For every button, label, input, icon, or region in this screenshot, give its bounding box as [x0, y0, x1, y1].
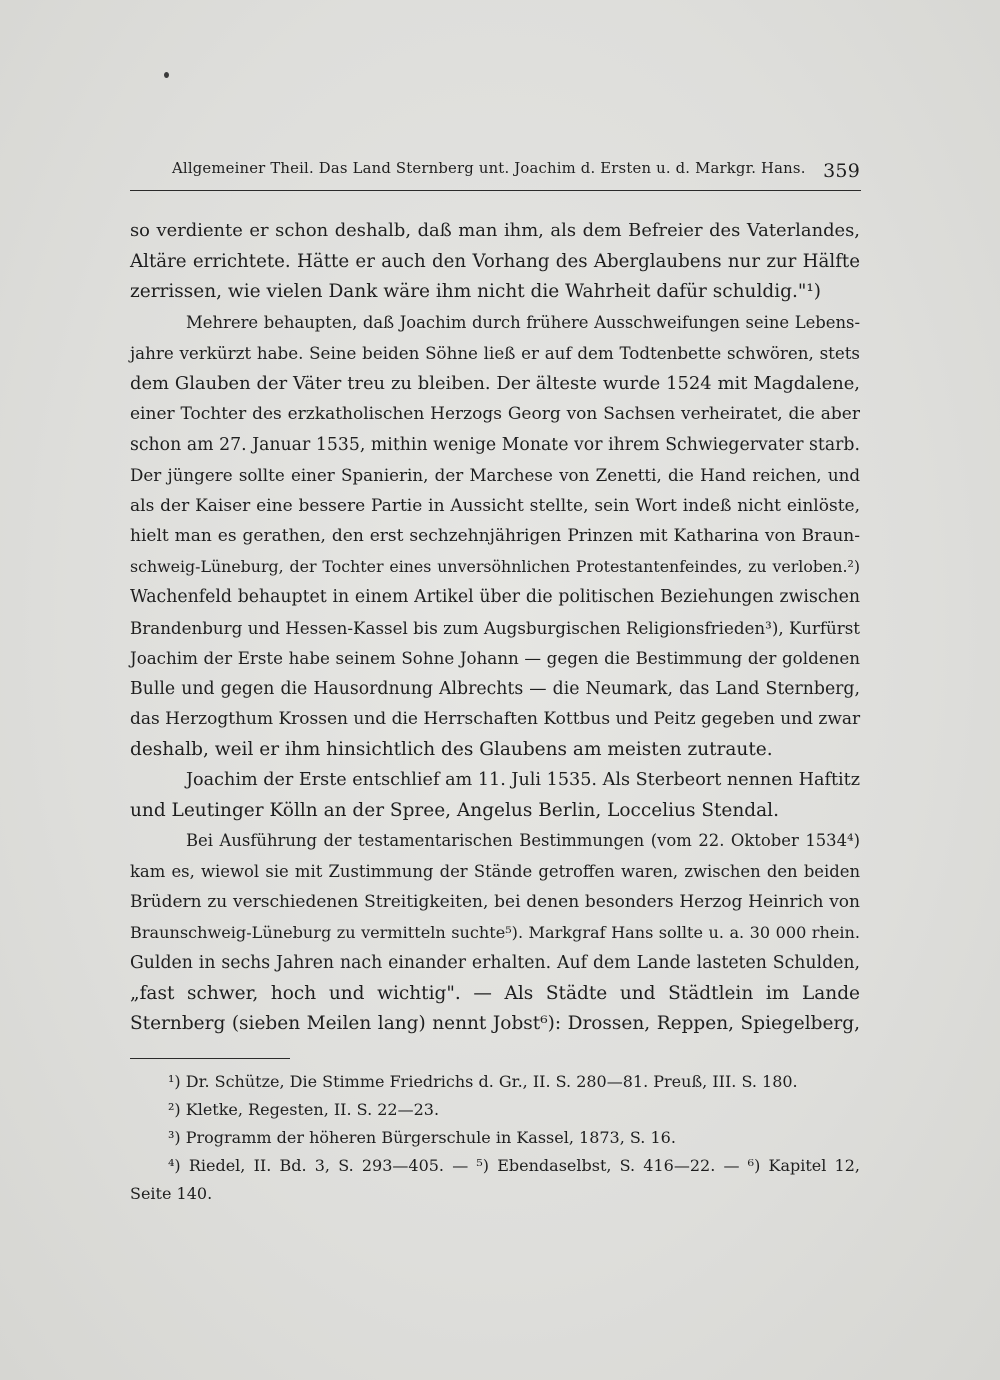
text-line: Joachim der Erste habe seinem Sohne Johann — gegen die Bestimmung der goldenen	[130, 648, 860, 668]
text-line: „fast schwer, hoch und wichtig". — Als Städte und Städtlein im Lande	[130, 982, 860, 1004]
text-line: Brüdern zu verschiedenen Streitigkeiten, bei denen besonders Herzog Heinrich von	[130, 892, 860, 912]
footnote: ²) Kletke, Regesten, II. S. 22—23.	[168, 1100, 440, 1119]
body-text	[130, 216, 860, 1040]
running-head-title: Allgemeiner Theil. Das Land Sternberg unt. Joachim d. Ersten u. d. Markgr. Hans.	[172, 160, 806, 177]
text-line: Bulle und gegen die Hausordnung Albrechts — die Neumark, das Land Sternberg,	[130, 678, 860, 699]
text-line: Mehrere behaupten, daß Joachim durch frühere Ausschweifungen seine Lebens-	[186, 312, 860, 332]
page-number: 359	[823, 160, 860, 182]
footnote-continuation: Seite 140.	[130, 1184, 213, 1203]
text-line: Brandenburg und Hessen-Kassel bis zum Augsburgischen Religionsfrieden³), Kurfürst	[130, 617, 860, 638]
text-line: dem Glauben der Väter treu zu bleiben. Der älteste wurde 1524 mit Magdalene,	[130, 372, 860, 394]
text-line: so verdiente er schon deshalb, daß man ihm, als dem Befreier des Vaterlandes,	[130, 220, 860, 241]
running-head	[130, 154, 860, 190]
text-line: Gulden in sechs Jahren nach einander erhalten. Auf dem Lande lasteten Schulden,	[130, 953, 860, 973]
footnotes	[130, 1068, 860, 1208]
footnote: ⁴) Riedel, II. Bd. 3, S. 293—405. — ⁵) Ebendaselbst, S. 416—22. — ⁶) Kapitel 12,	[168, 1156, 860, 1175]
text-line: schweig-Lüneburg, der Tochter eines unversöhnlichen Protestantenfeindes, zu verloben.²)	[130, 556, 860, 576]
text-line: einer Tochter des erzkatholischen Herzogs Georg von Sachsen verheiratet, die aber	[130, 404, 860, 424]
text-line: als der Kaiser eine bessere Partie in Aussicht stellte, sein Wort indeß nicht einlöste,	[130, 495, 860, 516]
text-line: jahre verkürzt habe. Seine beiden Söhne ließ er auf dem Todtenbette schwören, stets	[130, 343, 860, 363]
text-line: und Leutinger Kölln an der Spree, Angelus Berlin, Loccelius Stendal.	[130, 799, 779, 821]
text-line: deshalb, weil er ihm hinsichtlich des Glaubens am meisten zutraute.	[130, 738, 773, 760]
text-line: Braunschweig-Lüneburg zu vermitteln suchte⁵). Markgraf Hans sollte u. a. 30 000 rhein.	[130, 922, 860, 942]
text-line: Altäre errichtete. Hätte er auch den Vorhang des Aberglaubens nur zur Hälfte	[130, 250, 860, 272]
text-line: schon am 27. Januar 1535, mithin wenige Monate vor ihrem Schwiegervater starb.	[130, 434, 860, 455]
footnote-rule	[130, 1058, 290, 1059]
header-rule	[130, 190, 861, 191]
text-line: das Herzogthum Krossen und die Herrschaften Kottbus und Peitz gegeben und zwar	[130, 709, 861, 729]
text-line: Sternberg (sieben Meilen lang) nennt Jobst⁶): Drossen, Reppen, Spiegelberg,	[130, 1013, 860, 1034]
text-line: Bei Ausführung der testamentarischen Bestimmungen (vom 22. Oktober 1534⁴)	[186, 831, 860, 850]
text-line: zerrissen, wie vielen Dank wäre ihm nicht die Wahrheit dafür schuldig."¹)	[130, 281, 822, 302]
text-line: Der jüngere sollte einer Spanierin, der Marchese von Zenetti, die Hand reichen, und	[130, 465, 860, 485]
text-line: kam es, wiewol sie mit Zustimmung der Stände getroffen waren, zwischen den beiden	[130, 861, 860, 881]
text-line: Joachim der Erste entschlief am 11. Juli 1535. Als Sterbeort nennen Haftitz	[186, 770, 860, 790]
text-line: hielt man es gerathen, den erst sechzehnjährigen Prinzen mit Katharina von Braun-	[130, 526, 860, 546]
footnote: ¹) Dr. Schütze, Die Stimme Friedrichs d. Gr., II. S. 280—81. Preuß, III. S. 180.	[168, 1072, 798, 1091]
footnote: ³) Programm der höheren Bürgerschule in Kassel, 1873, S. 16.	[168, 1128, 676, 1147]
ink-speck	[164, 72, 169, 78]
text-line: Wachenfeld behauptet in einem Artikel über die politischen Beziehungen zwischen	[130, 587, 860, 607]
